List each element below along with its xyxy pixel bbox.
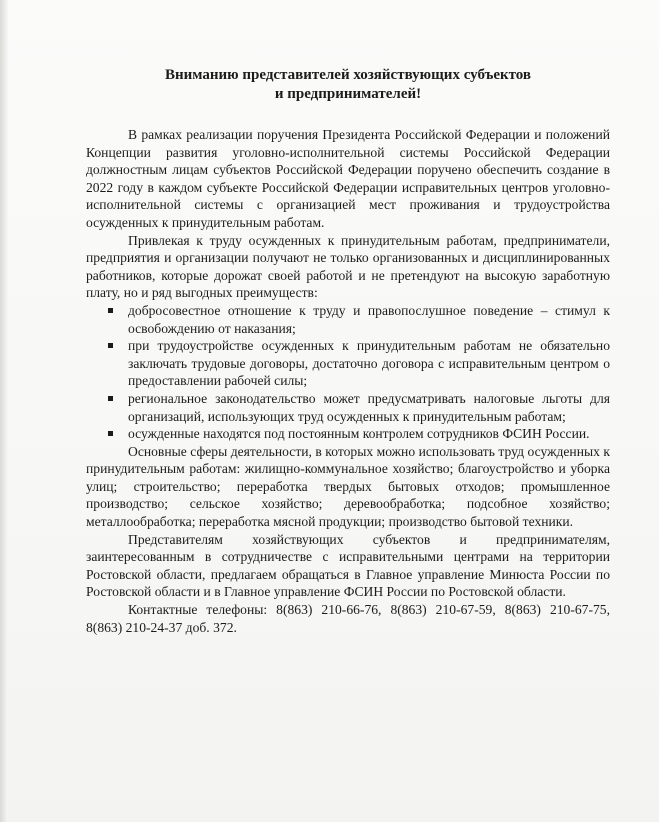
paragraph-contact-phones: Контактные телефоны: 8(863) 210-66-76, 8(863) 210-67-59, 8(863) 210-67-75, 8(863) 210-24-37 доб. 372. (86, 602, 610, 635)
list-item (86, 337, 610, 390)
document-body (86, 66, 610, 636)
paragraph-intro: В рамках реализации поручения Президента Российской Федерации и положений Концепции развития уголовно-исполнительной системы Российской Федерации должностным лицам субъектов Российской Федерации поручено обеспечить создание в 2022 году в каждом субъекте Российской Федерации исправительных центров уголовно-исполнительной системы с организацией мест проживания и трудоустройства осужденных к принудительным работам. (86, 127, 610, 230)
benefits-list (86, 302, 610, 443)
title-line-1: Вниманию представителей хозяйствующих субъектов (164, 67, 532, 83)
bullet-icon (108, 431, 113, 436)
list-item-text: региональное законодательство может предусматривать налоговые льготы для организаций, использующих труд осужденных к принудительным работам; (128, 390, 610, 424)
list-item-text: при трудоустройстве осужденных к принудительным работам не обязательно заключать трудовые договоры, достаточно договора с исправительным центром о предоставлении рабочей силы; (128, 338, 610, 389)
title-line-2: и предпринимателей! (274, 86, 422, 102)
page-edge-shadow (0, 0, 8, 822)
list-item-text: добросовестное отношение к труду и правопослушное поведение – стимул к освобождению от наказания; (128, 302, 610, 336)
bullet-icon (108, 396, 113, 401)
bullet-icon (108, 343, 113, 348)
paragraph-contact-invitation: Представителям хозяйствующих субъектов и предпринимателям, заинтересованным в сотрудничестве с исправительными центрами на территории Ростовской области, предлагаем обращаться в Главное управление Минюста России по Ростовской области и в Главное управление ФСИН России по Ростовской области. (86, 531, 610, 600)
list-item (86, 390, 610, 425)
paragraph-benefits-intro: Привлекая к труду осужденных к принудительным работам, предприниматели, предприятия и организации получают не только организованных и дисциплинированных работников, которые дорожат своей работой и не претендуют на высокую заработную плату, но и ряд выгодных преимуществ: (86, 232, 610, 301)
bullet-icon (108, 308, 113, 313)
list-item (86, 302, 610, 337)
list-item-text: осужденные находятся под постоянным контролем сотрудников ФСИН России. (128, 426, 590, 442)
document-title (86, 66, 610, 104)
paragraph-activity-areas: Основные сферы деятельности, в которых можно использовать труд осужденных к принудительным работам: жилищно-коммунальное хозяйство; благоустройство и уборка улиц; строительство; переработка твердых бытовых отходов; промышленное производство; сельское хозяйство; деревообработка; подсобное хозяйство; металлообработка; переработка мясной продукции; производство бытовой техники. (86, 443, 610, 530)
list-item (86, 425, 610, 443)
